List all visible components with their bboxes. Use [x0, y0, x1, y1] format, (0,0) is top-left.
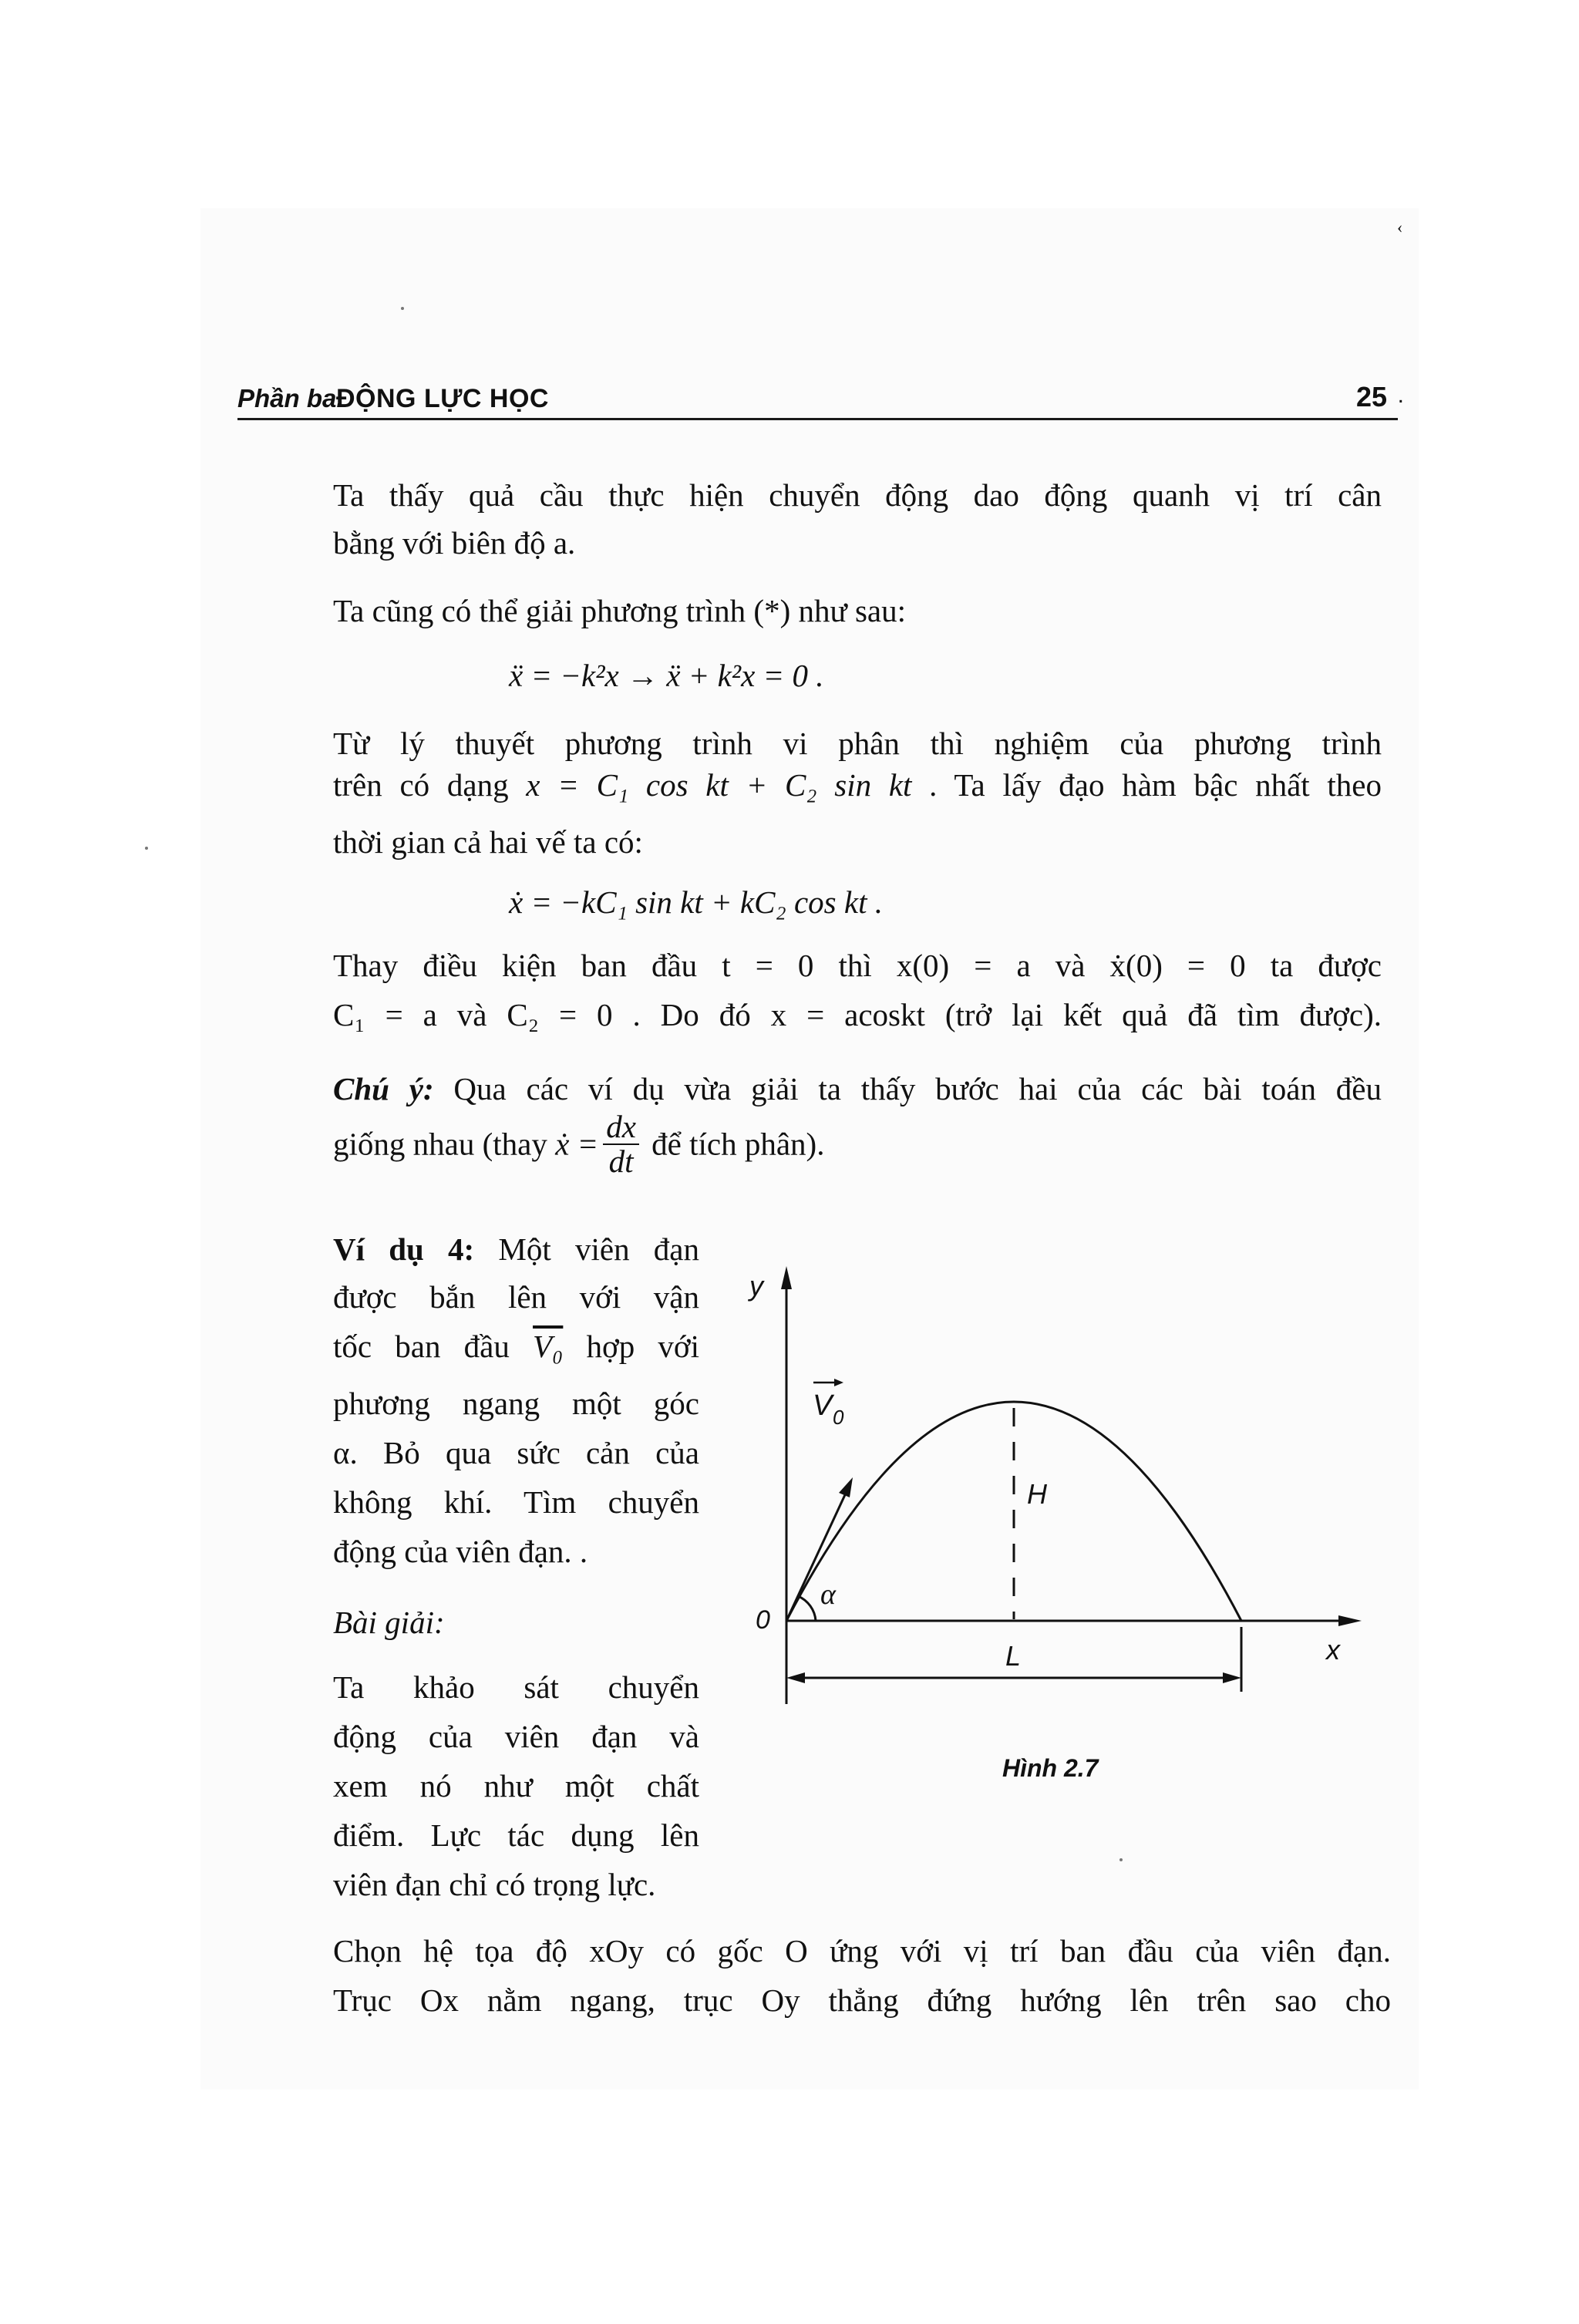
figure-projectile — [740, 1241, 1372, 1797]
text-run: Một viên đạn — [474, 1231, 699, 1267]
inline-equation: x = C₁ cos kt + C₂ sin kt — [526, 767, 912, 803]
inline-equation: ẋ = — [555, 1126, 599, 1162]
header-dot: . — [1397, 382, 1404, 408]
paragraph-line: bằng với biên độ a. — [333, 525, 576, 561]
note-line — [333, 1073, 1382, 1105]
header-title: ĐỘNG LỰC HỌC — [336, 384, 549, 413]
solution-line: điểm. Lực tác dụng lên — [333, 1817, 699, 1853]
paragraph-line: thời gian cả hai vế ta có: — [333, 824, 643, 860]
equation-1: ẍ = −k²x → ẍ + k²x = 0 . — [509, 658, 824, 693]
paragraph-line: C₁ = a và C₂ = 0 . Do đó x = acoskt (trở lại kết quả đã tìm được). — [333, 997, 1382, 1032]
page-number: 25 — [1355, 381, 1387, 413]
text-run: Qua các ví dụ vừa giải ta thấy bước hai của các bài toán đều — [433, 1071, 1382, 1106]
paragraph-line: Thay điều kiện ban đầu t = 0 thì x(0) = a và ẋ(0) = 0 ta được — [333, 948, 1382, 983]
alpha-label: α — [820, 1578, 836, 1611]
solution-line: xem nó như một chất — [333, 1768, 699, 1804]
origin-label: 0 — [756, 1605, 770, 1635]
note-label: Chú ý: — [333, 1071, 434, 1106]
running-header — [237, 379, 1404, 420]
example-line: được bắn lên với vận — [333, 1279, 699, 1315]
solution-line: động của viên đạn và — [333, 1719, 699, 1754]
paragraph-line: Chọn hệ tọa độ xOy có gốc O ứng với vị trí ban đầu của viên đạn. — [333, 1933, 1391, 1969]
equation-2: ẋ = −kC₁ sin kt + kC₂ cos kt . — [509, 884, 883, 920]
x-axis-arrow — [1338, 1615, 1362, 1626]
solution-line: Ta khảo sát chuyển — [333, 1669, 699, 1705]
example-line — [333, 1331, 699, 1362]
dim-arrow-left — [786, 1672, 805, 1683]
text-run: tốc ban đầu — [333, 1329, 534, 1364]
header-part: Phần ba. — [237, 384, 344, 413]
scan-speck — [401, 307, 404, 310]
note-line — [333, 1110, 824, 1178]
paragraph-line: Trục Ox nằm ngang, trục Oy thẳng đứng hướng lên trên sao cho — [333, 1982, 1391, 2018]
v0-label-overbar-arrow — [834, 1379, 843, 1386]
text-run: để tích phân). — [643, 1126, 825, 1162]
example-line: α. Bỏ qua sức cản của — [333, 1435, 699, 1470]
y-axis-arrow — [781, 1266, 792, 1289]
angle-arc — [798, 1596, 816, 1621]
solution-line: viên đạn chỉ có trọng lực. — [333, 1867, 656, 1902]
paragraph-line — [333, 767, 1382, 803]
figure-caption: Hình 2.7 — [1002, 1754, 1099, 1782]
v0-arrowhead — [839, 1477, 853, 1497]
example-label: Ví dụ 4: — [333, 1231, 475, 1267]
l-label: L — [1005, 1640, 1022, 1672]
dim-arrow-right — [1223, 1672, 1241, 1683]
text-run: hợp với — [563, 1329, 699, 1364]
example-line: không khí. Tìm chuyển — [333, 1484, 699, 1520]
example-line — [333, 1231, 699, 1267]
h-label: H — [1027, 1478, 1047, 1510]
scan-speck — [1119, 1858, 1123, 1861]
text-run: giống nhau (thay — [333, 1126, 556, 1162]
example-line: động của viên đạn. . — [333, 1534, 588, 1569]
v0-subscript: 0 — [833, 1406, 844, 1429]
fraction-numerator: dx — [603, 1110, 639, 1145]
solution-label: Bài giải: — [333, 1605, 445, 1640]
example-line: phương ngang một góc — [333, 1386, 699, 1421]
v0-vector — [786, 1488, 848, 1621]
paragraph-line: Ta cũng có thể giải phương trình (*) như sau: — [333, 593, 907, 628]
text-run: . Ta lấy đạo hàm bậc nhất theo — [911, 767, 1382, 803]
stray-mark: ‹ — [1397, 217, 1403, 237]
scan-speck — [145, 847, 148, 850]
paragraph-line: Ta thấy quả cầu thực hiện chuyển động dao động quanh vị trí cân — [333, 477, 1382, 513]
x-label: x — [1326, 1634, 1340, 1666]
y-label: y — [749, 1270, 763, 1302]
fraction-dx-dt — [603, 1110, 639, 1178]
v0-label: V — [813, 1389, 833, 1422]
fraction-denominator: dt — [608, 1143, 634, 1180]
vector-v0: V₀ — [533, 1329, 564, 1364]
paragraph-line: Từ lý thuyết phương trình vi phân thì nghiệm của phương trình — [333, 726, 1382, 761]
text-run: trên có dạng — [333, 767, 527, 803]
